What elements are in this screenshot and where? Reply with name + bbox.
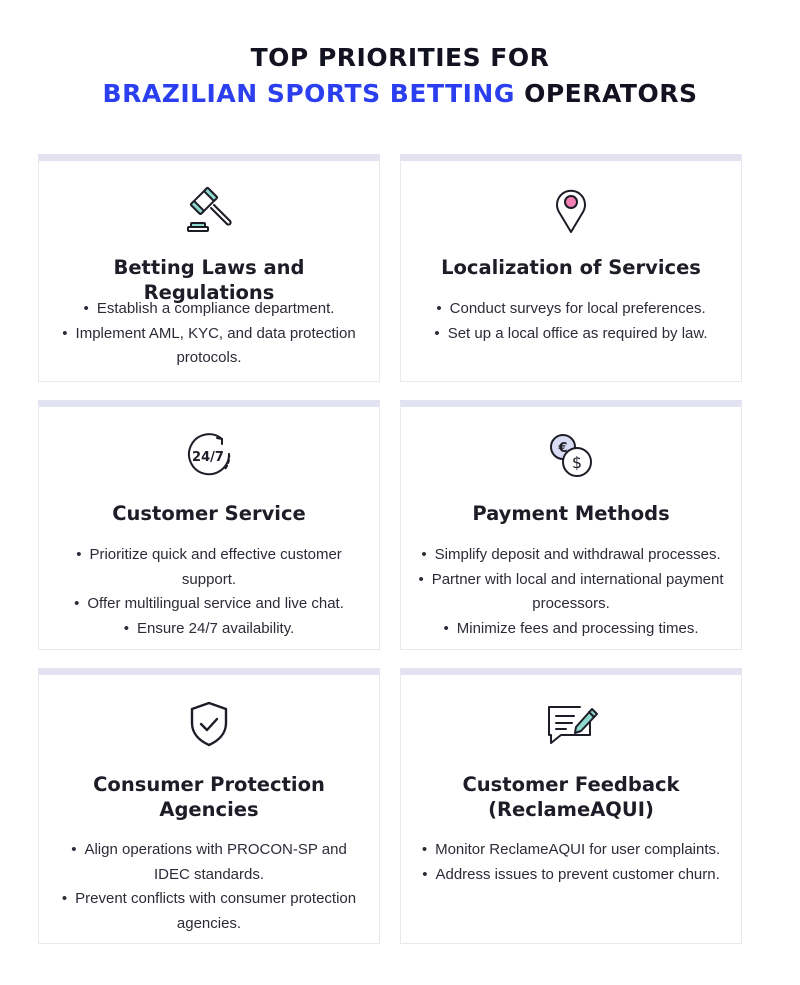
- list-item: • Prioritize quick and effective customer support.: [53, 543, 365, 592]
- page-title: [0, 40, 800, 112]
- list-item: • Minimize fees and processing times.: [415, 617, 727, 642]
- list-item: • Ensure 24/7 availability.: [53, 617, 365, 642]
- title-rest: OPERATORS: [514, 79, 698, 108]
- title-line-1: TOP PRIORITIES FOR: [250, 43, 550, 72]
- card-title: Payment Methods: [472, 502, 670, 525]
- card-customer-feedback: [400, 668, 742, 944]
- title-line-2: [0, 76, 800, 112]
- location-pin-icon: [401, 183, 741, 237]
- card-payment-methods: [400, 400, 742, 650]
- bullet-list: [415, 543, 727, 641]
- card-betting-laws: [38, 154, 380, 382]
- card-consumer-protection: [38, 668, 380, 944]
- currency-coins-icon: [401, 429, 741, 483]
- card-localization: [400, 154, 742, 382]
- bullet-list: [53, 297, 365, 371]
- shield-check-icon: [39, 697, 379, 751]
- card-title: Customer Feedback (ReclameAQUI): [462, 773, 680, 821]
- list-item: • Align operations with PROCON-SP and IDEC standards.: [53, 838, 365, 887]
- card-title: Localization of Services: [441, 256, 701, 279]
- list-item: • Address issues to prevent customer churn.: [415, 863, 727, 888]
- gavel-icon: [39, 183, 379, 237]
- dollar-symbol: $: [571, 453, 583, 472]
- clock-24-7-icon: [39, 429, 379, 483]
- bullet-list: [53, 838, 365, 936]
- bullet-list: [415, 297, 727, 346]
- list-item: • Prevent conflicts with consumer protection agencies.: [53, 887, 365, 936]
- card-title: Consumer Protection Agencies: [93, 773, 325, 821]
- list-item: • Conduct surveys for local preferences.: [415, 297, 727, 322]
- card-customer-service: [38, 400, 380, 650]
- title-accent: BRAZILIAN SPORTS BETTING: [102, 79, 515, 108]
- list-item: • Partner with local and international payment processors.: [415, 568, 727, 617]
- euro-symbol: €: [558, 441, 568, 456]
- bullet-list: [53, 543, 365, 641]
- feedback-chat-icon: [401, 697, 741, 751]
- card-title: Customer Service: [112, 502, 306, 525]
- list-item: • Set up a local office as required by law.: [415, 322, 727, 347]
- bullet-list: [415, 838, 727, 887]
- list-item: • Simplify deposit and withdrawal processes.: [415, 543, 727, 568]
- list-item: • Monitor ReclameAQUI for user complaints.: [415, 838, 727, 863]
- clock-label: 24/7: [192, 450, 224, 465]
- list-item: • Implement AML, KYC, and data protection protocols.: [53, 322, 365, 371]
- card-title: Betting Laws and Regulations: [113, 256, 305, 304]
- list-item: • Offer multilingual service and live chat.: [53, 592, 365, 617]
- list-item: • Establish a compliance department.: [53, 297, 365, 322]
